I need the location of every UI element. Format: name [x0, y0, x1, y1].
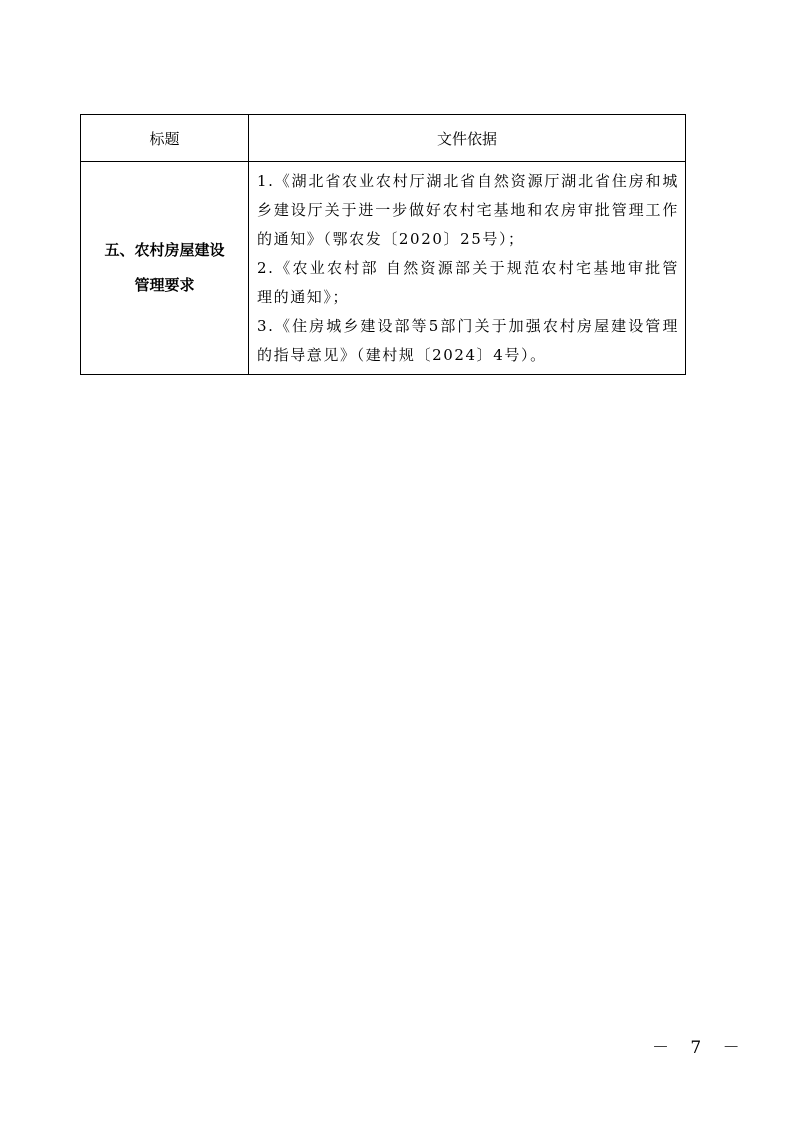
- basis-item-2: 2.《农业农村部 自然资源部关于规范农村宅基地审批管理的通知》；: [257, 259, 679, 306]
- table-row: [81, 162, 686, 375]
- row-title-line-1: 五、农村房屋建设: [104, 241, 225, 259]
- row-basis-cell: [249, 162, 686, 375]
- header-basis: 文件依据: [249, 115, 686, 162]
- page-number: － 7 －: [652, 1038, 748, 1058]
- basis-item-3: 3.《住房城乡建设部等5部门关于加强农村房屋建设管理的指导意见》（建村规〔2024〕4号）。: [257, 317, 679, 364]
- table-header-row: [81, 115, 686, 162]
- document-table: [80, 114, 686, 375]
- row-title-cell: [81, 162, 249, 375]
- row-title-line-2: 管理要求: [134, 276, 195, 294]
- header-title: 标题: [81, 115, 249, 162]
- basis-item-1: 1.《湖北省农业农村厅湖北省自然资源厅湖北省住房和城乡建设厅关于进一步做好农村宅基地和农房审批管理工作的通知》（鄂农发〔2020〕25号）；: [257, 172, 679, 248]
